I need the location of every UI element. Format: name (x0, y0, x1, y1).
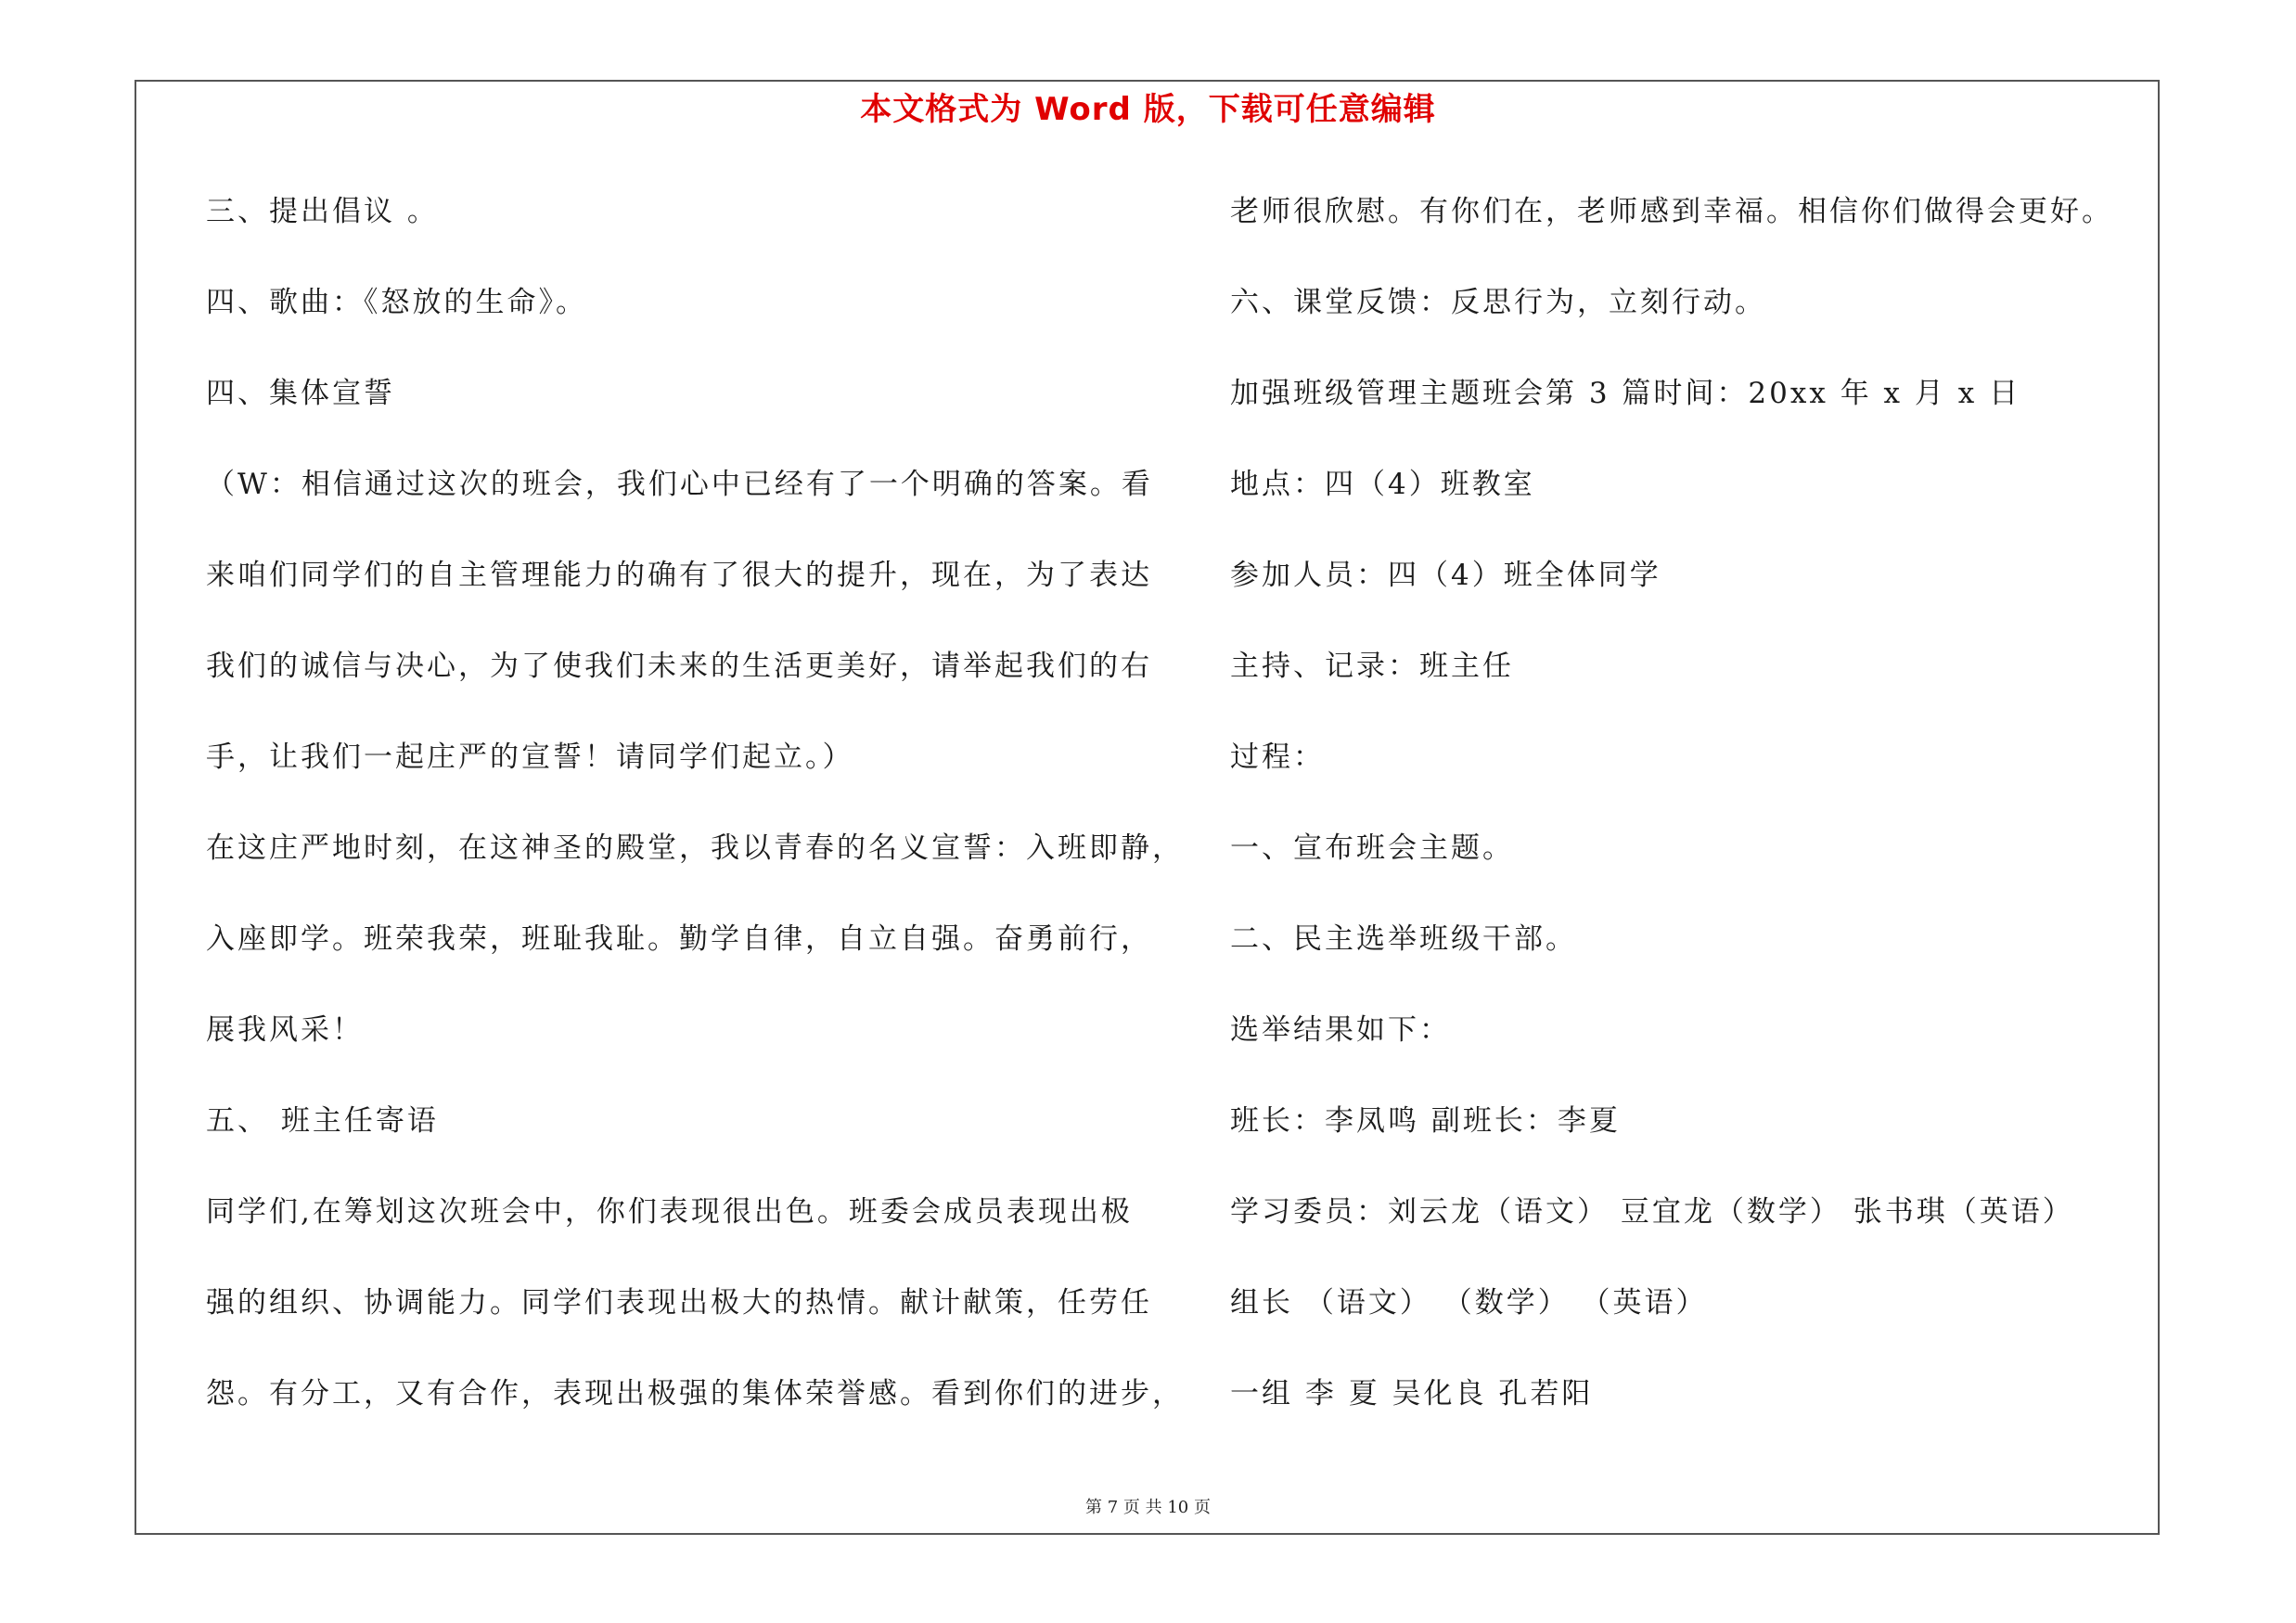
right-line: 选举结果如下： (1230, 1013, 1451, 1047)
left-line: 四、集体宣誓 (206, 377, 395, 410)
right-line: 六、课堂反馈：反思行为，立刻行动。 (1230, 286, 1766, 319)
left-line: （W：相信通过这次的班会，我们心中已经有了一个明确的答案。看 (206, 468, 1153, 501)
right-line: 参加人员：四（4）班全体同学 (1230, 559, 1661, 592)
left-line: 怨。有分工，又有合作，表现出极强的集体荣誉感。看到你们的进步， (206, 1377, 1184, 1410)
left-line: 我们的诚信与决心，为了使我们未来的生活更美好，请举起我们的右 (206, 650, 1152, 683)
left-line: 强的组织、协调能力。同学们表现出极大的热情。献计献策，任劳任 (206, 1286, 1152, 1320)
right-line: 一组 李 夏 吴化良 孔若阳 (1230, 1377, 1594, 1410)
right-line: 过程： (1230, 741, 1325, 774)
right-line: 一、宣布班会主题。 (1230, 831, 1514, 865)
left-line: 五、 班主任寄语 (206, 1104, 439, 1138)
left-line: 同学们,在筹划这次班会中，你们表现很出色。班委会成员表现出极 (206, 1195, 1133, 1229)
right-line: 加强班级管理主题班会第 3 篇时间：20xx 年 x 月 x 日 (1230, 377, 2021, 410)
right-line: 班长：李凤鸣 副班长：李夏 (1230, 1104, 1621, 1138)
right-line: 学习委员：刘云龙（语文） 豆宜龙（数学） 张书琪（英语） (1230, 1195, 2074, 1229)
page-number-footer: 第 7 页 共 10 页 (1085, 1498, 1211, 1517)
header-banner: 本文格式为 Word 版，下载可任意编辑 (860, 91, 1436, 128)
left-line: 来咱们同学们的自主管理能力的确有了很大的提升，现在，为了表达 (206, 559, 1152, 592)
right-line: 主持、记录：班主任 (1230, 650, 1514, 683)
left-line: 手，让我们一起庄严的宣誓！请同学们起立。） (206, 741, 854, 774)
left-line: 在这庄严地时刻，在这神圣的殿堂，我以青春的名义宣誓：入班即静， (206, 831, 1184, 865)
left-column (206, 184, 1184, 1457)
left-line: 展我风采！ (206, 1013, 364, 1047)
left-line: 入座即学。班荣我荣，班耻我耻。勤学自律，自立自强。奋勇前行， (206, 922, 1152, 956)
right-line: 二、民主选举班级干部。 (1230, 922, 1577, 956)
right-line: 老师很欣慰。有你们在，老师感到幸福。相信你们做得会更好。 (1230, 195, 2113, 228)
right-column (1230, 184, 2158, 1457)
right-line: 地点：四（4）班教室 (1230, 468, 1535, 501)
right-line: 组长 （语文） （数学） （英语） (1230, 1286, 1708, 1320)
left-line: 三、提出倡议 。 (206, 195, 439, 228)
left-line: 四、歌曲：《怒放的生命》。 (206, 286, 587, 319)
